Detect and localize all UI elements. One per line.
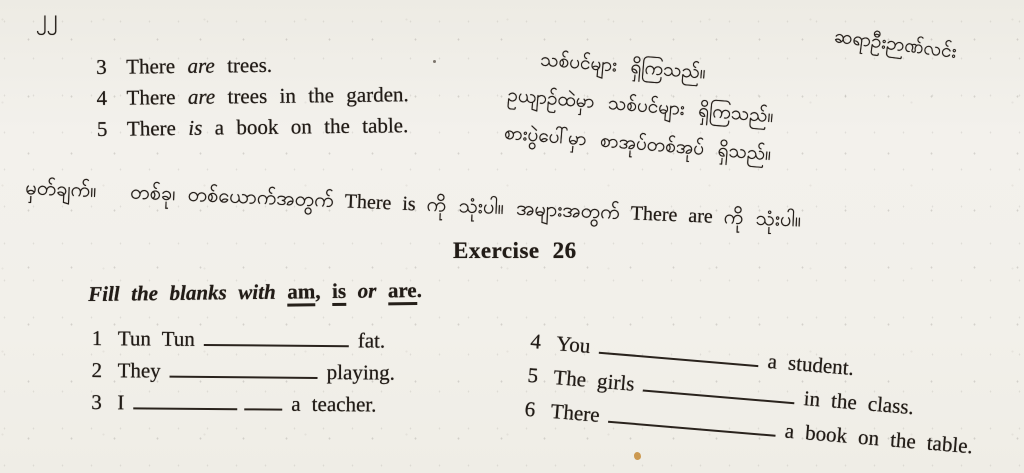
item-number: 6 [523, 396, 537, 422]
item-after-text: a teacher. [291, 391, 377, 417]
answer-blank [204, 339, 349, 347]
example-pre: There [126, 116, 177, 141]
answer-blank [643, 385, 795, 405]
answer-blank [608, 416, 776, 437]
answer-blank [170, 371, 318, 379]
paper-stain [634, 452, 641, 460]
note-burmese-segment: တစ်ခု၊ တစ်ယောက်အတွက် [129, 179, 335, 212]
example-number: 5 [96, 116, 108, 141]
fill-blank-item [92, 322, 396, 357]
instruction-option-am: am [287, 279, 315, 306]
note-line [25, 174, 1024, 246]
teacher-name: ဆရာဦးဉာဏ်လင်း [832, 24, 958, 63]
item-after-text: playing. [326, 360, 396, 385]
example-post: a book on the table. [214, 113, 409, 140]
item-after-text: a book on the table. [783, 418, 974, 459]
item-number: 2 [91, 357, 103, 383]
instruction-option-is: is [332, 279, 346, 306]
exercise-items-right-column [523, 324, 979, 463]
burmese-translations [503, 38, 779, 173]
exercise-instruction [88, 278, 422, 307]
exercise-items-left-column [91, 322, 395, 421]
burmese-translation-line: သစ်ပင်များ ရှိကြသည်။ [539, 48, 707, 84]
example-sentence [96, 79, 409, 114]
item-before-text: There [549, 398, 601, 427]
note-english-phrase: There are [630, 202, 714, 228]
instruction-lead: Fill the blanks with [88, 279, 276, 306]
paper-speck [433, 60, 436, 63]
item-number: 4 [529, 328, 543, 354]
answer-blank [244, 403, 282, 410]
item-number: 1 [91, 325, 103, 351]
exercise-heading [453, 238, 577, 264]
example-verb: is [188, 115, 203, 140]
instruction-period: . [416, 277, 423, 302]
fill-blank-item [91, 354, 395, 389]
page-number: ၂၂ [36, 6, 58, 31]
example-number: 4 [96, 85, 108, 110]
example-number: 3 [96, 54, 107, 79]
answer-blank [133, 402, 237, 410]
item-before-text: You [555, 331, 592, 358]
item-after-text: a student. [766, 348, 855, 381]
exercise-heading-number: 26 [552, 238, 577, 263]
item-number: 5 [526, 362, 540, 388]
instruction-or: or [357, 278, 377, 303]
item-before-text: They [117, 358, 161, 383]
example-sentence [97, 110, 410, 145]
note-burmese-segment: ကို သုံးပါ။ [723, 204, 802, 232]
burmese-translation-line: ဥယျာဉ်ထဲမှာ သစ်ပင်များ ရှိကြသည်။ [506, 83, 775, 128]
note-burmese-segment: ကို သုံးပါ။ အများအတွက် [426, 191, 621, 224]
example-verb: are [187, 84, 216, 109]
example-pre: There [126, 85, 176, 110]
item-before-text: The girls [552, 365, 636, 396]
fill-blank-item [91, 386, 395, 421]
instruction-option-are: are [388, 278, 417, 305]
example-sentence [96, 48, 409, 83]
example-verb: are [187, 53, 215, 78]
item-number: 3 [91, 389, 102, 415]
burmese-translation-line: စားပွဲပေါ်မှာ စာအုပ်တစ်အုပ် ရှိသည်။ [503, 121, 772, 166]
note-label: မှတ်ချက်။ [24, 174, 97, 202]
item-after-text: fat. [357, 328, 386, 353]
instruction-comma: , [315, 279, 321, 304]
example-post: trees. [226, 52, 273, 78]
item-before-text: I [117, 390, 125, 415]
answer-blank [599, 347, 759, 367]
example-post: trees in the garden. [227, 82, 409, 109]
item-after-text: in the class. [802, 386, 915, 420]
example-sentences [96, 48, 409, 145]
note-english-phrase: There is [344, 190, 417, 216]
item-before-text: Tun Tun [117, 326, 195, 351]
example-pre: There [126, 54, 176, 79]
exercise-heading-word: Exercise [453, 238, 540, 263]
